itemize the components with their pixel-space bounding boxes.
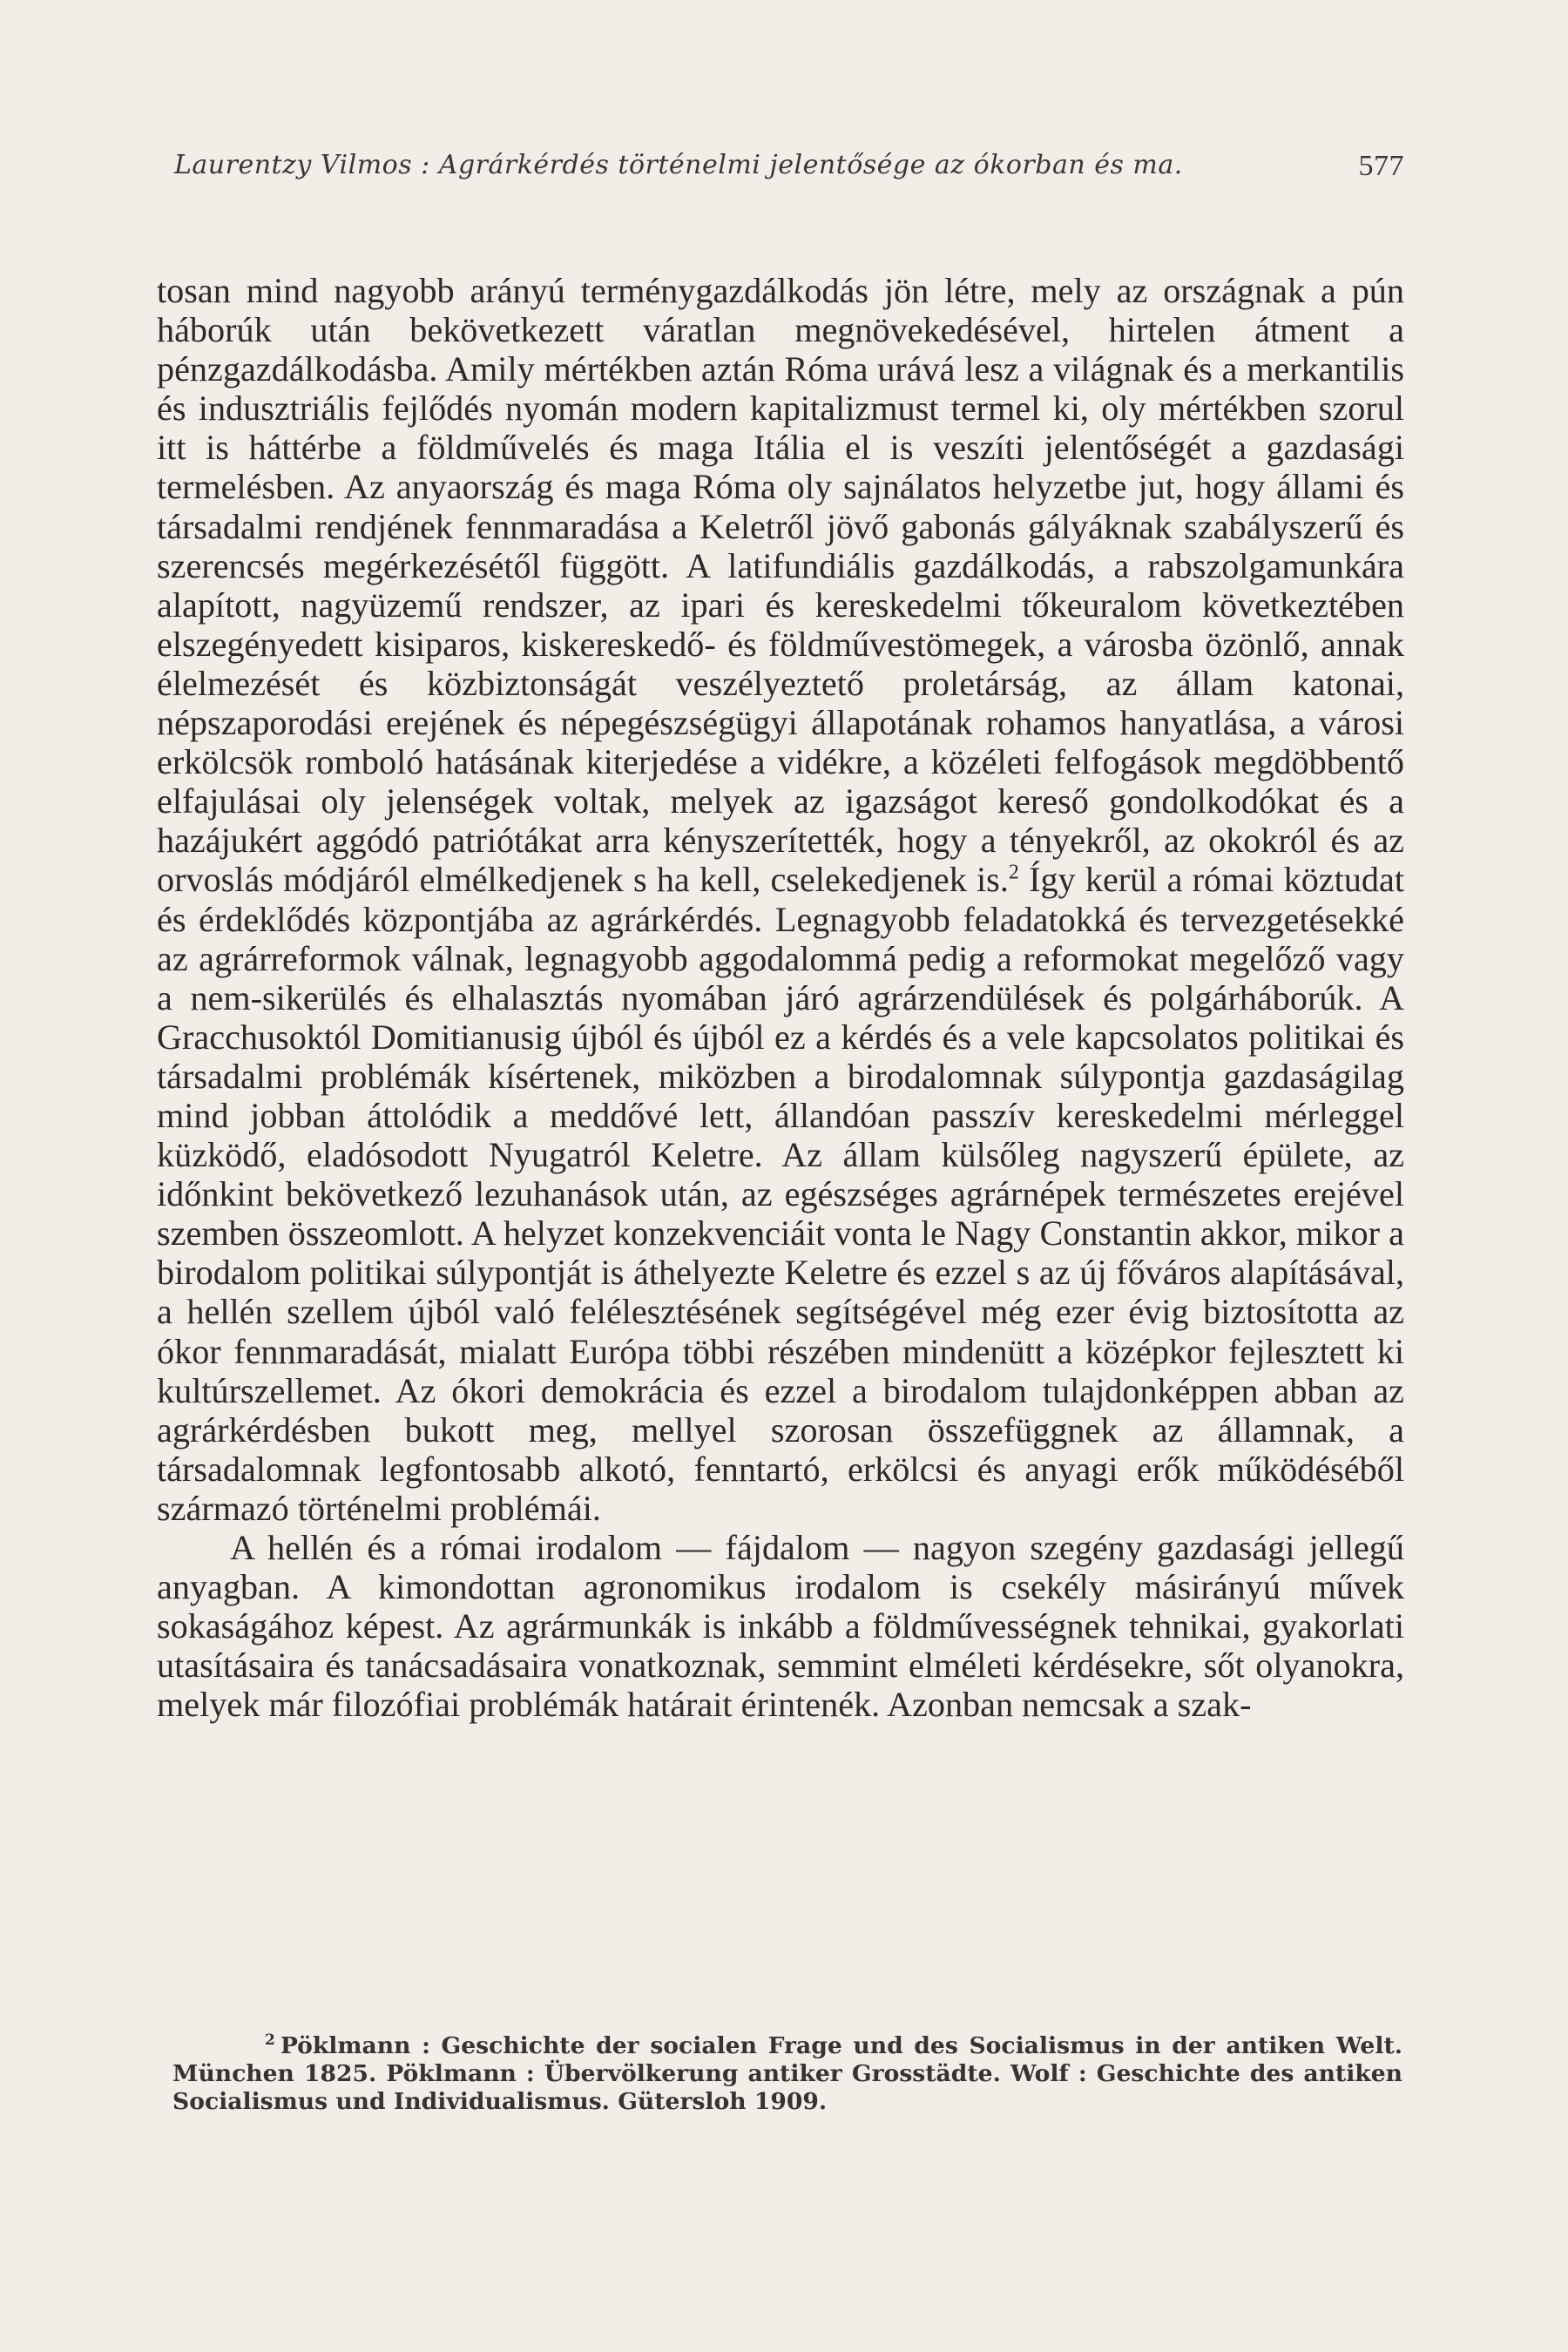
paragraph-1 xyxy=(157,271,1404,1528)
page-number: 577 xyxy=(1358,150,1404,182)
paragraph-2: A hellén és a római irodalom — fájdalom — nagyon szegény gazdasági jellegű anyagban. A kimondottan agronomikus irodalom is csekély másirányú művek sokaságához képest. Az agrármunkák is inkább a földművességnek tehnikai, gyakorlati utasításaira és tanácsadásaira vonatkoznak, semmint elméleti kérdésekre, sőt olyanokra, melyek már filozófiai problémák határait érintenék. Azonban nemcsak a szak- xyxy=(157,1528,1404,1725)
footnote-2 xyxy=(172,2032,1402,2116)
paragraph-1-part-2: Így kerül a római köztudat és érdeklődés központjába az agrárkérdés. Legnagyobb feladatokká és tervezgetésekké az agrárreformok válnak, legnagyobb aggodalommá pedig a reformokat megelőző vagy a nem-sikerülés és elhalasztás nyomában járó agrárzendülések és polgárháborúk. A Gracchusoktól Domitianusig újból és újból ez a kérdés és a vele kapcsolatos politikai és társadalmi problémák kísértenek, miközben a birodalomnak súlypontja gazdaságilag mind jobban áttolódik a meddővé lett, állandóan passzív kereskedelmi mérleggel küzködő, eladósodott Nyugatról Keletre. Az állam külsőleg nagyszerű épülete, az időnkint bekövetkező lezuhanások után, az egészséges agrárnépek természetes erejével szemben összeomlott. A helyzet konzekvenciáit vonta le Nagy Constantin akkor, mikor a birodalom politikai súlypontját is áthelyezte Keletre és ezzel s az új főváros alapításával, a hellén szellem újból való felélesztésének segítségével még ezer évig biztosította az ókor fennmaradását, mialatt Európa többi részében mindenütt a középkor fejlesztett ki kultúrszellemet. Az ókori demokrácia és ezzel a birodalom tulajdonképpen abban az agrárkérdésben bukott meg, mellyel szorosan összefüggnek az államnak, a társadalomnak legfontosabb alkotó, fenntartó, erkölcsi és anyagi erők működéséből származó történelmi problémái. xyxy=(157,860,1404,1528)
footnotes xyxy=(172,2032,1402,2116)
footnote-mark: 2 xyxy=(265,2031,275,2050)
main-text xyxy=(157,271,1404,1724)
running-head xyxy=(159,150,1404,193)
footnote-reference: 2 xyxy=(1008,862,1019,885)
running-head-title: Laurentzy Vilmos : Agrárkérdés történelmi jelentősége az ókorban és ma. xyxy=(174,150,1183,180)
paragraph-1-part-1: tosan mind nagyobb arányú terménygazdálkodás jön létre, mely az országnak a pún háborúk után bekövetkezett váratlan megnövekedésével, hirtelen átment a pénzgazdálkodásba. Amily mértékben aztán Róma urává lesz a világnak és a merkantilis és indusztriális fejlődés nyomán modern kapitalizmust termel ki, oly mértékben szorul itt is háttérbe a földművelés és maga Itália el is veszíti jelentőségét a gazdasági termelésben. Az anyaország és maga Róma oly sajnálatos helyzetbe jut, hogy állami és társadalmi rendjének fennmaradása a Keletről jövő gabonás gályáknak szabályszerű és szerencsés megérkezésétől függött. A latifundiális gazdálkodás, a rabszolgamunkára alapított, nagyüzemű rendszer, az ipari és kereskedelmi tőkeuralom következtében elszegényedett kisiparos, kiskereskedő- és földművestömegek, a városba özönlő, annak élelmezését és közbiztonságát veszélyeztető proletárság, az állam katonai, népszaporodási erejének és népegészségügyi állapotának rohamos hanyatlása, a városi erkölcsök romboló hatásának kiterjedése a vidékre, a közéleti felfogások megdöbbentő elfajulásai oly jelenségek voltak, melyek az igazságot kereső gondolkodókat és a hazájukért aggódó patriótákat arra kényszerítették, hogy a tényekről, az okokról és az orvoslás módjáról elmélkedjenek s ha kell, cselekedjenek is. xyxy=(157,271,1404,900)
footnote-text: Pöklmann : Geschichte der socialen Frage und des Socialismus in der antiken Welt. München 1825. Pöklmann : Übervölkerung antiker Grosstädte. Wolf : Geschichte des antiken Socialismus und Individualismus. Gütersloh 1909. xyxy=(172,2032,1402,2115)
